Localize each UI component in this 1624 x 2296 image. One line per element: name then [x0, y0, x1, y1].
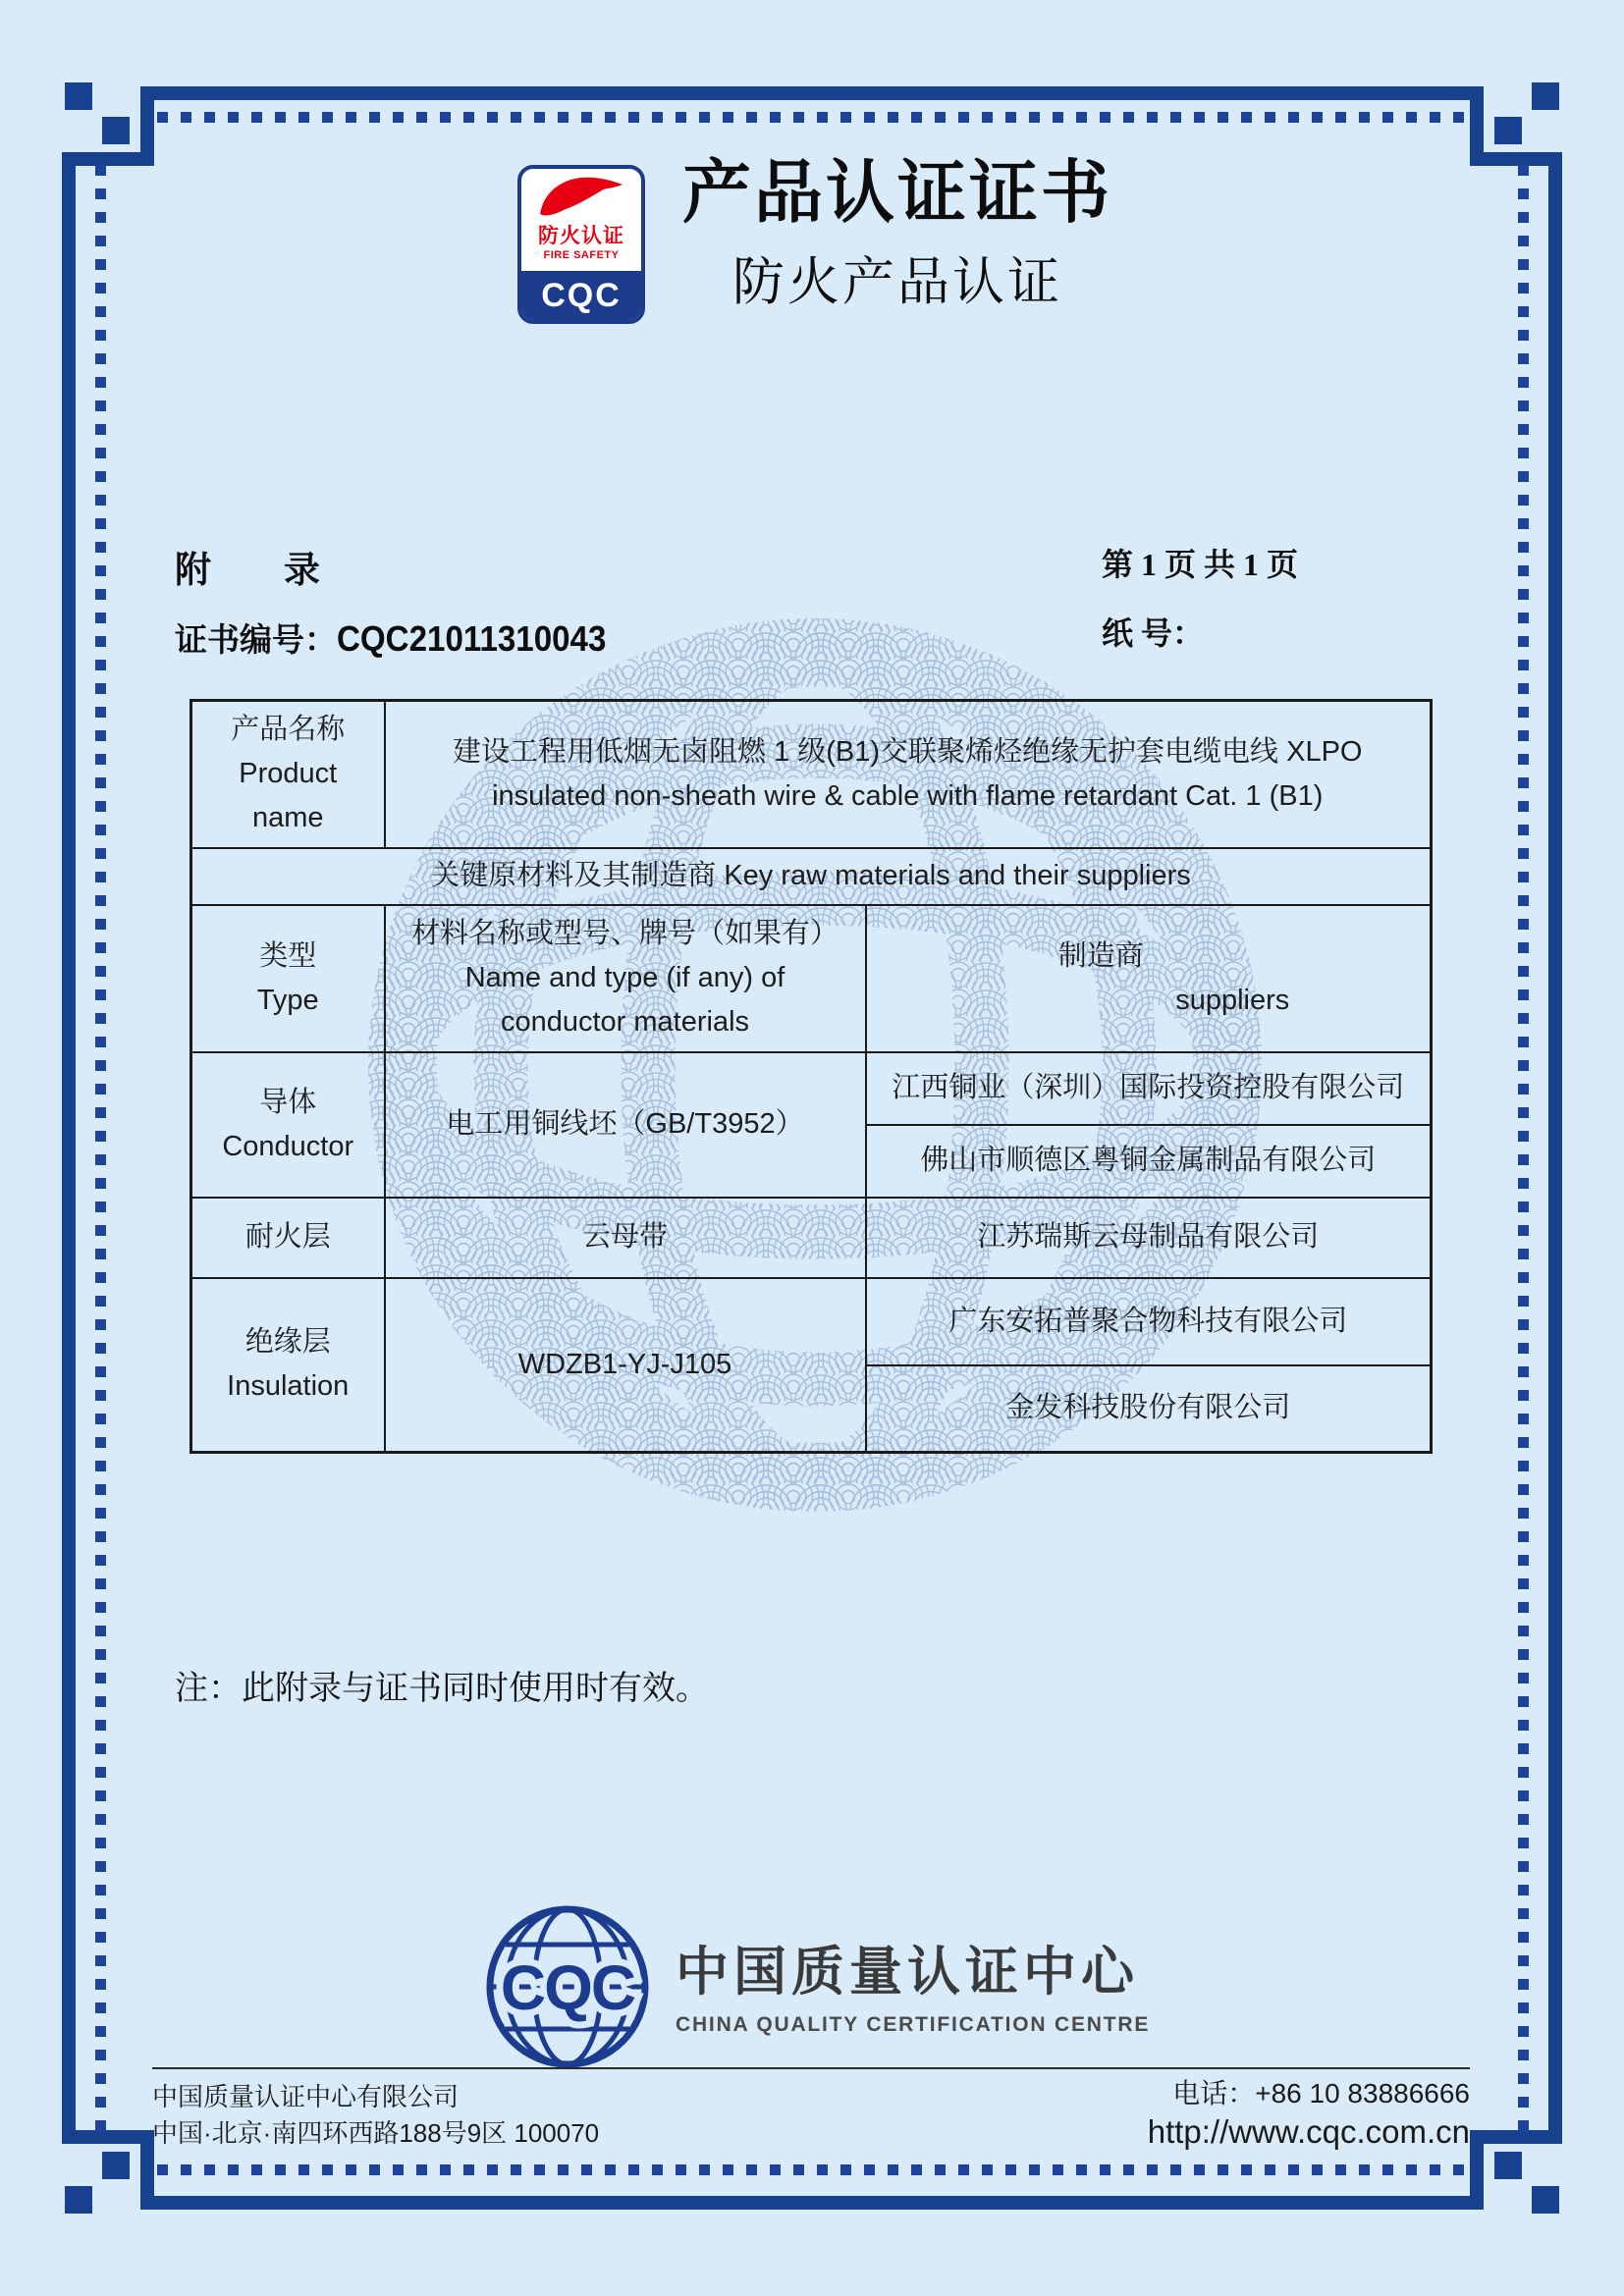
corner-square [1532, 2186, 1559, 2214]
appendix-label: 附 录 [175, 551, 320, 591]
fire-layer-material-cell: 云母带 [385, 1198, 866, 1278]
frame-dashed-top [157, 112, 1467, 123]
fire-safety-logo-top [521, 169, 641, 271]
footer-company: 中国质量认证中心有限公司 [152, 2082, 460, 2111]
footer-address: 中国·北京·南四环西路188号9区 100070 [152, 2118, 600, 2148]
product-header-en2: name [251, 802, 324, 834]
certificate-number-label: 证书编号： [175, 623, 337, 659]
table-row-insulation [191, 1278, 1432, 1365]
table-row-section [191, 848, 1432, 905]
insulation-type-en: Insulation [227, 1370, 350, 1403]
title-block [676, 155, 1119, 315]
product-name-value-cell [385, 701, 1432, 848]
frame-corner-step [62, 2130, 154, 2144]
product-value-zh: 建设工程用低烟无卤阻燃 1 级(B1)交联聚烯烃绝缘无护套电缆电线 XLPO [453, 735, 1363, 768]
frame-bottom-bar [140, 2196, 1484, 2210]
supplier-cell: 金发科技股份有限公司 [866, 1365, 1432, 1453]
page-title: 产品认证证书 [682, 154, 1112, 231]
page-subtitle: 防火产品认证 [732, 253, 1062, 311]
brand-name-en: CHINA QUALITY CERTIFICATION CENTRE [676, 2013, 1151, 2036]
type-header-cell [191, 905, 385, 1052]
frame-dashed-left [95, 165, 106, 2131]
footer-company-block [152, 2079, 599, 2152]
product-header-en1: Product [239, 758, 338, 790]
frame-right-bar [1548, 152, 1562, 2144]
flame-icon [534, 174, 628, 225]
frame-top-bar [140, 86, 1484, 100]
type-header-en: Type [256, 984, 319, 1016]
insulation-material-cell: WDZB1-YJ-J105 [385, 1278, 866, 1453]
validity-note: 注：此附录与证书同时使用时有效。 [175, 1671, 709, 1707]
footer-phone: 电话：+86 10 83886666 [1172, 2078, 1470, 2109]
type-header-zh: 类型 [259, 939, 317, 972]
table-row-headers [191, 905, 1432, 1052]
corner-square [1494, 2152, 1522, 2179]
corner-square [1494, 117, 1522, 144]
product-value-en: insulated non-sheath wire & cable with flame retardant Cat. 1 (B1) [492, 779, 1324, 812]
frame-corner-step [1470, 2130, 1562, 2144]
footer-divider [152, 2067, 1470, 2069]
corner-square [102, 2152, 130, 2179]
frame-corner-step [1470, 152, 1562, 166]
paper-number-label: 纸 号： [1102, 615, 1205, 651]
brand-text [676, 1930, 1150, 2037]
supplier-header-zh: 制造商 [1057, 939, 1144, 972]
product-header-zh: 产品名称 [231, 714, 346, 746]
insulation-type-zh: 绝缘层 [244, 1326, 331, 1359]
materials-table [189, 699, 1433, 1454]
supplier-cell: 佛山市顺德区粤铜金属制品有限公司 [866, 1125, 1432, 1198]
cqc-globe-logo [483, 1902, 652, 2071]
cqc-globe-text: CQC [500, 1952, 635, 2023]
fire-safety-label-en: FIRE SAFETY [543, 249, 620, 261]
footer-contact-block [1148, 2075, 1470, 2152]
footer-website: http://www.cqc.com.cn [1147, 2113, 1470, 2150]
table-row-conductor [191, 1052, 1432, 1125]
table-row-product [191, 701, 1432, 848]
frame-dashed-bottom [157, 2164, 1467, 2175]
conductor-type-zh: 导体 [259, 1086, 317, 1118]
corner-square [65, 2186, 92, 2214]
fire-safety-label-zh: 防火认证 [538, 225, 624, 247]
material-header-l1: 材料名称或型号、牌号（如果有） [410, 918, 839, 950]
corner-square [102, 117, 130, 144]
fire-layer-type-cell: 耐火层 [191, 1198, 385, 1278]
section-header-cell: 关键原材料及其制造商 Key raw materials and their suppliers [191, 848, 1432, 905]
supplier-cell: 广东安拓普聚合物科技有限公司 [866, 1278, 1432, 1365]
supplier-header-en: suppliers [1175, 984, 1290, 1016]
corner-square [1532, 82, 1559, 110]
fire-safety-cqc-logo [517, 165, 645, 324]
supplier-header-cell [866, 905, 1432, 1052]
insulation-type-cell [191, 1278, 385, 1453]
frame-left-bar [62, 152, 76, 2144]
conductor-type-cell [191, 1052, 385, 1198]
material-header-l2: Name and type (if any) of [464, 962, 785, 994]
frame-corner-step [62, 152, 154, 166]
brand-name-zh: 中国质量认证中心 [676, 1943, 1139, 2002]
corner-square [65, 82, 92, 110]
fire-safety-cqc-text: CQC [521, 271, 641, 320]
material-header-l3: conductor materials [500, 1005, 750, 1038]
product-name-header-cell [191, 701, 385, 848]
supplier-cell: 江西铜业（深圳）国际投资控股有限公司 [866, 1052, 1432, 1125]
frame-dashed-right [1518, 165, 1529, 2131]
material-header-cell [385, 905, 866, 1052]
page-indicator: 第 1 页 共 1 页 [1102, 547, 1299, 582]
conductor-type-en: Conductor [222, 1130, 354, 1162]
conductor-material-cell: 电工用铜线坯（GB/T3952） [385, 1052, 866, 1198]
table-row-fire-layer [191, 1198, 1432, 1278]
certificate-number: CQC21011310043 [337, 618, 607, 659]
supplier-cell: 江苏瑞斯云母制品有限公司 [866, 1198, 1432, 1278]
